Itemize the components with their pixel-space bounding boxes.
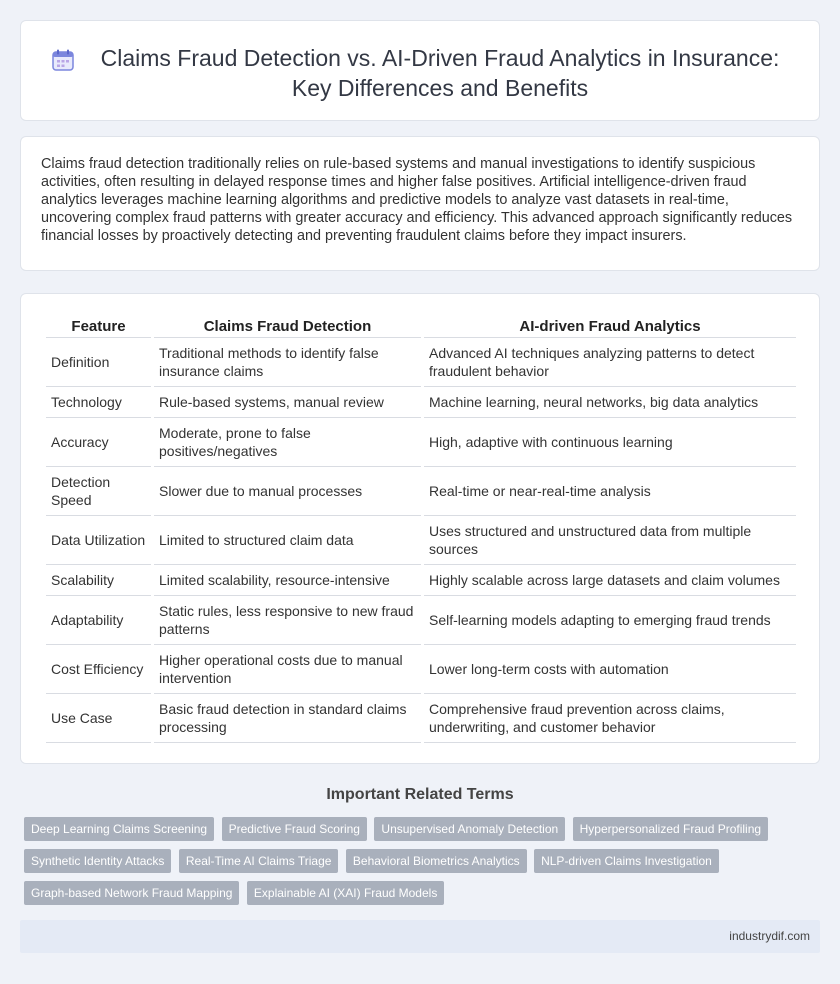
header-ai-driven-fraud-analytics: AI-driven Fraud Analytics bbox=[424, 316, 796, 338]
ai-cell: Self-learning models adapting to emerging fraud trends bbox=[424, 596, 796, 645]
table-row bbox=[46, 387, 796, 418]
intro-card bbox=[20, 136, 820, 271]
footer-site-link[interactable]: industrydif.com bbox=[729, 929, 810, 943]
feature-cell: Scalability bbox=[46, 565, 151, 596]
feature-cell: Technology bbox=[46, 387, 151, 418]
ai-cell: Comprehensive fraud prevention across claims, underwriting, and customer behavior bbox=[424, 694, 796, 743]
ai-cell: Lower long-term costs with automation bbox=[424, 645, 796, 694]
claims-cell: Rule-based systems, manual review bbox=[154, 387, 421, 418]
feature-cell: Use Case bbox=[46, 694, 151, 743]
table-row bbox=[46, 516, 796, 565]
table-row bbox=[46, 338, 796, 387]
ai-cell: Real-time or near-real-time analysis bbox=[424, 467, 796, 516]
related-term-tag[interactable]: Synthetic Identity Attacks bbox=[24, 849, 171, 873]
claims-cell: Traditional methods to identify false insurance claims bbox=[154, 338, 421, 387]
footer bbox=[20, 920, 820, 953]
intro-paragraph: Claims fraud detection traditionally relies on rule-based systems and manual investigations to identify suspicious activities, often resulting in delayed response times and higher false positives. Artificial intelligence-driven fraud analytics leverages machine learning algorithms and predictive models to analyze vast datasets in real-time, uncovering complex fraud patterns with greater accuracy and efficiency. This advanced approach significantly reduces financial losses by proactively detecting and preventing fraudulent claims before they impact insurers. bbox=[41, 156, 793, 244]
claims-cell: Limited to structured claim data bbox=[154, 516, 421, 565]
related-term-tag[interactable]: Explainable AI (XAI) Fraud Models bbox=[247, 881, 444, 905]
related-term-tag[interactable]: Real-Time AI Claims Triage bbox=[179, 849, 339, 873]
related-term-tag[interactable]: Unsupervised Anomaly Detection bbox=[374, 817, 565, 841]
related-term-tag[interactable]: Hyperpersonalized Fraud Profiling bbox=[573, 817, 768, 841]
related-terms-tags bbox=[24, 817, 814, 913]
claims-cell: Limited scalability, resource-intensive bbox=[154, 565, 421, 596]
table-header-row bbox=[46, 316, 796, 338]
claims-cell: Higher operational costs due to manual intervention bbox=[154, 645, 421, 694]
feature-cell: Detection Speed bbox=[46, 467, 151, 516]
table-row bbox=[46, 467, 796, 516]
table-row bbox=[46, 418, 796, 467]
feature-cell: Data Utilization bbox=[46, 516, 151, 565]
feature-cell: Cost Efficiency bbox=[46, 645, 151, 694]
ai-cell: Advanced AI techniques analyzing patterns to detect fraudulent behavior bbox=[424, 338, 796, 387]
comparison-table bbox=[43, 316, 799, 743]
related-term-tag[interactable]: NLP-driven Claims Investigation bbox=[534, 849, 719, 873]
feature-cell: Adaptability bbox=[46, 596, 151, 645]
ai-cell: Uses structured and unstructured data from multiple sources bbox=[424, 516, 796, 565]
page-title: Claims Fraud Detection vs. AI-Driven Fraud Analytics in Insurance: Key Differences and Benefits bbox=[100, 45, 780, 101]
table-row bbox=[46, 565, 796, 596]
comparison-table-card bbox=[20, 293, 820, 764]
ai-cell: High, adaptive with continuous learning bbox=[424, 418, 796, 467]
ai-cell: Machine learning, neural networks, big data analytics bbox=[424, 387, 796, 418]
ai-cell: Highly scalable across large datasets and claim volumes bbox=[424, 565, 796, 596]
feature-cell: Accuracy bbox=[46, 418, 151, 467]
claims-cell: Slower due to manual processes bbox=[154, 467, 421, 516]
related-terms-heading: Important Related Terms bbox=[326, 786, 514, 803]
title-card bbox=[20, 20, 820, 121]
claims-cell: Static rules, less responsive to new fraud patterns bbox=[154, 596, 421, 645]
header-feature: Feature bbox=[46, 316, 151, 338]
claims-cell: Moderate, prone to false positives/negatives bbox=[154, 418, 421, 467]
related-term-tag[interactable]: Behavioral Biometrics Analytics bbox=[346, 849, 527, 873]
table-row bbox=[46, 694, 796, 743]
related-term-tag[interactable]: Predictive Fraud Scoring bbox=[222, 817, 367, 841]
related-term-tag[interactable]: Graph-based Network Fraud Mapping bbox=[24, 881, 239, 905]
feature-cell: Definition bbox=[46, 338, 151, 387]
header-claims-fraud-detection: Claims Fraud Detection bbox=[154, 316, 421, 338]
table-row bbox=[46, 645, 796, 694]
claims-cell: Basic fraud detection in standard claims processing bbox=[154, 694, 421, 743]
table-row bbox=[46, 596, 796, 645]
related-term-tag[interactable]: Deep Learning Claims Screening bbox=[24, 817, 214, 841]
